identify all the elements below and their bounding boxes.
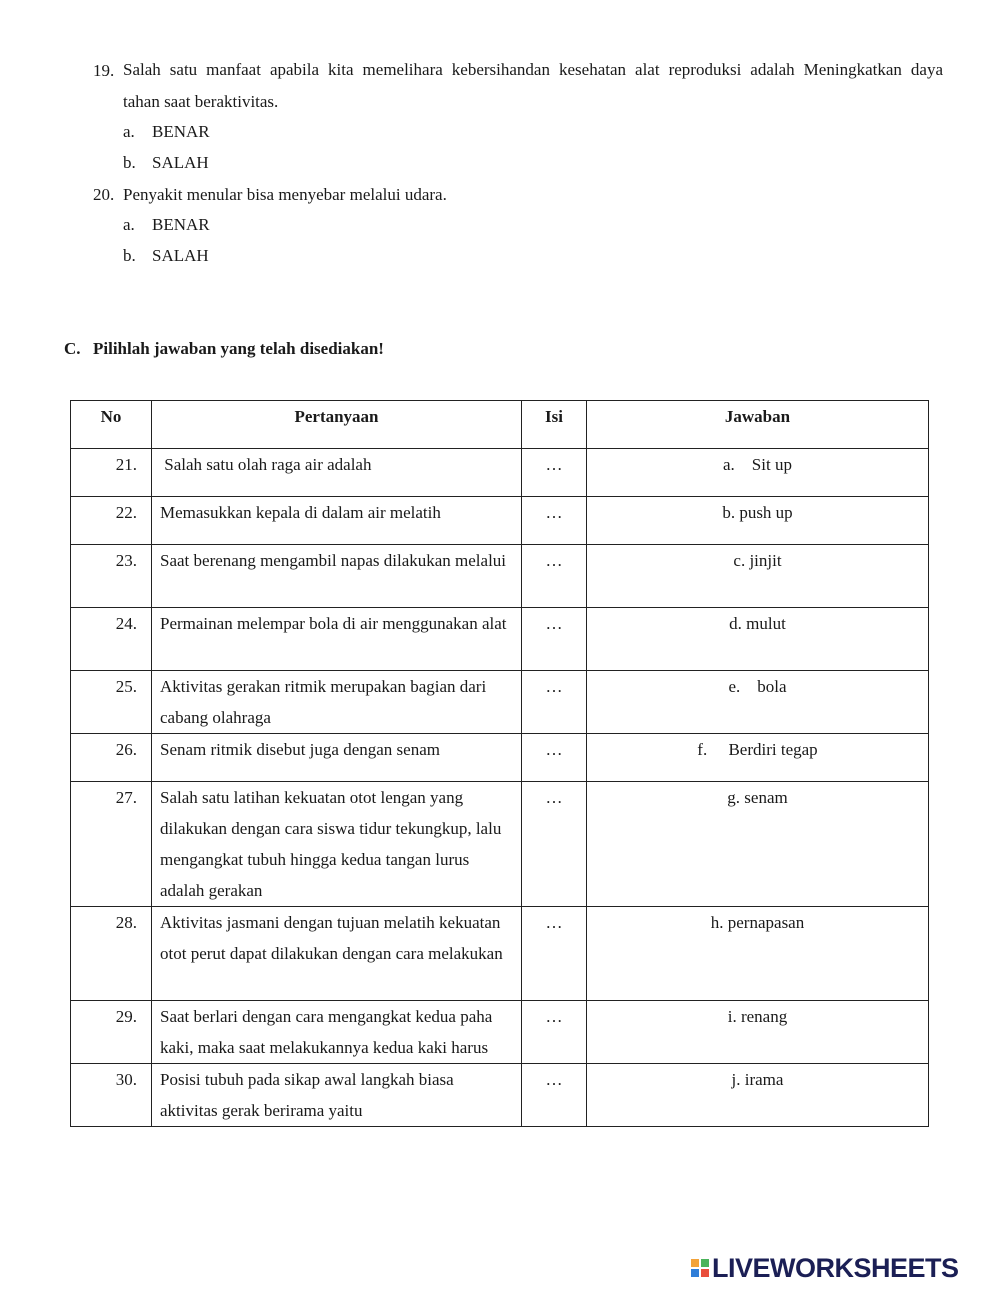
header-question: Pertanyaan [152,401,522,449]
question-19-option-b[interactable]: SALAH [152,153,209,172]
table-header-row [71,401,929,449]
row-question: Posisi tubuh pada sikap awal langkah biasa aktivitas gerak berirama yaitu [152,1064,522,1127]
row-question: Aktivitas jasmani dengan tujuan melatih kekuatan otot perut dapat dilakukan dengan cara melakukan [152,907,522,1001]
row-number: 30. [71,1064,152,1127]
table-row [71,734,929,782]
section-c-title: Pilihlah jawaban yang telah disediakan! [93,339,384,358]
logo-square-e [701,1269,709,1277]
row-answer-option: j. irama [587,1064,929,1127]
row-answer-option: h. pernapasan [587,907,929,1001]
question-20-option-a-letter: a. [123,215,135,234]
row-number: 26. [71,734,152,782]
question-20-option-b-letter: b. [123,246,136,265]
table-row [71,782,929,907]
row-number: 24. [71,608,152,671]
row-answer-slot[interactable]: … [522,1064,587,1127]
row-answer-slot[interactable]: … [522,449,587,497]
row-number: 28. [71,907,152,1001]
row-answer-slot[interactable]: … [522,671,587,734]
header-isi: Isi [522,401,587,449]
table-row [71,1064,929,1127]
row-answer-option: i. renang [587,1001,929,1064]
question-19-text-line2: tahan saat beraktivitas. [123,92,279,111]
row-answer-slot[interactable]: … [522,608,587,671]
row-answer-option: f. Berdiri tegap [587,734,929,782]
row-answer-option: g. senam [587,782,929,907]
section-c-letter: C. [64,339,81,358]
row-answer-option: a. Sit up [587,449,929,497]
question-19-text-line1: Salah satu manfaat apabila kita memelihara kebersihandan kesehatan alat reproduksi adalah Meningkatkan daya [123,60,943,79]
row-question: Memasukkan kepala di dalam air melatih [152,497,522,545]
row-answer-slot[interactable]: … [522,545,587,608]
row-answer-option: d. mulut [587,608,929,671]
question-19-option-a-letter: a. [123,122,135,141]
row-answer-option: c. jinjit [587,545,929,608]
row-answer-slot[interactable]: … [522,907,587,1001]
table-row [71,545,929,608]
liveworksheets-logo[interactable] [691,1253,959,1283]
question-19-option-b-letter: b. [123,153,136,172]
table-row [71,1001,929,1064]
row-answer-option: e. bola [587,671,929,734]
header-answer: Jawaban [587,401,929,449]
logo-square-i [701,1259,709,1267]
row-answer-slot[interactable]: … [522,782,587,907]
question-20-option-a[interactable]: BENAR [152,215,210,234]
row-number: 29. [71,1001,152,1064]
section-c-heading [64,340,384,357]
row-question: Permainan melempar bola di air menggunakan alat [152,608,522,671]
table-row [71,608,929,671]
row-answer-option: b. push up [587,497,929,545]
table-row [71,907,929,1001]
liveworksheets-logo-text: LIVEWORKSHEETS [712,1252,959,1283]
row-question: Aktivitas gerakan ritmik merupakan bagian dari cabang olahraga [152,671,522,734]
row-question: Saat berlari dengan cara mengangkat kedua paha kaki, maka saat melakukannya kedua kaki harus [152,1001,522,1064]
question-20-option-b[interactable]: SALAH [152,246,209,265]
row-number: 25. [71,671,152,734]
row-number: 27. [71,782,152,907]
header-no: No [71,401,152,449]
row-number: 23. [71,545,152,608]
table-row [71,497,929,545]
matching-table [70,400,929,1127]
row-question: Senam ritmik disebut juga dengan senam [152,734,522,782]
row-answer-slot[interactable]: … [522,497,587,545]
row-answer-slot[interactable]: … [522,1001,587,1064]
logo-square-v [691,1269,699,1277]
logo-square-l [691,1259,699,1267]
row-question: Salah satu latihan kekuatan otot lengan yang dilakukan dengan cara siswa tidur tekungkup, lalu mengangkat tubuh hingga kedua tangan lurus adalah gerakan [152,782,522,907]
table-row [71,671,929,734]
question-19-number: 19. [93,61,115,80]
row-question: Saat berenang mengambil napas dilakukan melalui [152,545,522,608]
liveworksheets-logo-icon [691,1259,709,1277]
row-question: Salah satu olah raga air adalah [152,449,522,497]
table-row [71,449,929,497]
question-20-number: 20. [93,185,115,204]
question-20-text: Penyakit menular bisa menyebar melalui udara. [123,185,447,204]
question-19-option-a[interactable]: BENAR [152,122,210,141]
row-number: 21. [71,449,152,497]
row-number: 22. [71,497,152,545]
row-answer-slot[interactable]: … [522,734,587,782]
